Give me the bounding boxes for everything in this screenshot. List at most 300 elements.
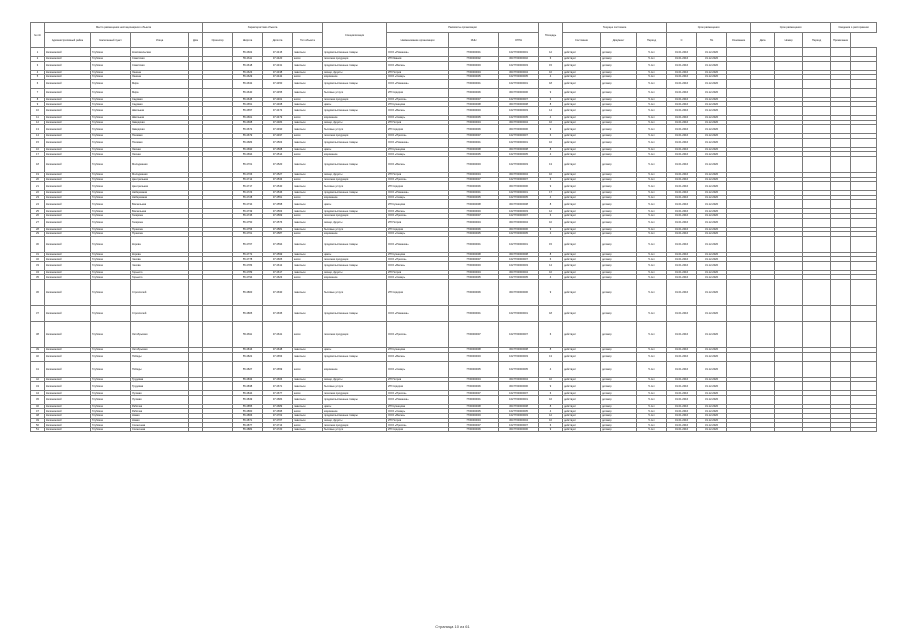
table-cell: 37.4695	[263, 409, 293, 414]
table-cell: договор	[601, 48, 637, 57]
table-cell: 5 лет	[637, 138, 667, 147]
table-cell: Строителей	[131, 306, 189, 322]
table-cell: 3047700000006	[499, 88, 539, 97]
table-cell: 51	[31, 427, 45, 432]
table-cell: 23	[31, 195, 45, 200]
table-cell: 7700000008	[449, 252, 499, 257]
table-cell: Калининский	[45, 352, 91, 361]
table-cell: договор	[601, 213, 637, 218]
header-cell: Ориентир	[203, 33, 233, 48]
table-cell: Гагарина	[131, 213, 189, 218]
table-cell	[775, 182, 803, 191]
table-cell: печатная продукция	[323, 134, 387, 139]
table-cell: 18	[539, 306, 563, 322]
table-cell: 31.12.2020	[697, 275, 727, 280]
table-cell: 31.12.2020	[697, 97, 727, 102]
table-cell: 31.12.2020	[697, 200, 727, 209]
table-cell: павильон	[293, 252, 323, 257]
table-cell: печатная продукция	[323, 97, 387, 102]
table-cell: 31.12.2020	[697, 134, 727, 139]
table-cell: договор	[601, 75, 637, 80]
table-cell: 1027700000001	[499, 79, 539, 88]
table-cell: 55.4756	[233, 227, 263, 232]
table-cell: 7700000007	[449, 257, 499, 262]
table-cell: павильон	[293, 88, 323, 97]
table-cell: договор	[601, 218, 637, 227]
table-cell: 4	[31, 70, 45, 75]
table-cell: Глубокое	[91, 275, 131, 280]
table-cell: Калининский	[45, 125, 91, 134]
header-cell: Улица	[131, 33, 189, 48]
table-cell: 5 лет	[637, 88, 667, 97]
header-cell: Тип объекта	[293, 33, 323, 48]
table-cell: 10	[539, 418, 563, 423]
table-cell: 01.01.2016	[667, 409, 697, 414]
table-cell: действует	[563, 200, 601, 209]
table-cell: 3047700000006	[499, 280, 539, 306]
table-cell: 37.4630	[263, 280, 293, 306]
table-cell: 7700000002	[449, 57, 499, 62]
table-cell: 10	[539, 70, 563, 75]
table-cell: 31.12.2020	[697, 182, 727, 191]
table-cell: 3047700000004	[499, 377, 539, 382]
table-cell: Калининский	[45, 134, 91, 139]
table-cell: 2	[31, 57, 45, 62]
table-cell: 31.12.2020	[697, 409, 727, 414]
table-cell: 4	[539, 361, 563, 377]
table-cell	[803, 79, 831, 88]
table-cell: бытовые услуги	[323, 280, 387, 306]
table-cell: Заводская	[131, 125, 189, 134]
table-cell: 37.4684	[263, 395, 293, 404]
header-cell: Характеристики объекта	[203, 23, 323, 33]
table-cell	[803, 138, 831, 147]
table-cell: 31.12.2020	[697, 423, 727, 428]
table-cell: 10	[539, 218, 563, 227]
table-cell: Глубокое	[91, 97, 131, 102]
table-cell: 31.12.2020	[697, 213, 727, 218]
table-cell: ИП Петров	[387, 418, 449, 423]
table-cell	[775, 138, 803, 147]
table-cell	[727, 88, 751, 97]
table-cell: Глубокое	[91, 195, 131, 200]
table-cell: Кирова	[131, 236, 189, 252]
table-cell: 55.4805	[233, 306, 263, 322]
table-cell	[189, 61, 203, 70]
table-cell: 31.12.2020	[697, 227, 727, 232]
table-cell: 5 лет	[637, 209, 667, 214]
table-cell: договор	[601, 252, 637, 257]
table-cell: 31.12.2020	[697, 382, 727, 391]
table-cell: 3047700000002	[499, 57, 539, 62]
table-cell: 5 лет	[637, 147, 667, 152]
table-cell: павильон	[293, 70, 323, 75]
table-cell: 01.01.2016	[667, 352, 697, 361]
table-cell	[775, 106, 803, 115]
table-cell: договор	[601, 361, 637, 377]
table-cell: Калининский	[45, 156, 91, 172]
table-cell: 43	[31, 382, 45, 391]
table-cell: 1027700000003	[499, 209, 539, 214]
table-cell	[831, 382, 851, 391]
table-cell: 01.01.2016	[667, 257, 697, 262]
table-cell: 5 лет	[637, 102, 667, 107]
table-cell: 5 лет	[637, 191, 667, 196]
table-cell: 31.12.2020	[697, 306, 727, 322]
table-cell: 7700000004	[449, 120, 499, 125]
table-cell: 3047700000008	[499, 200, 539, 209]
table-cell: 1027700000007	[499, 97, 539, 102]
table-cell: Набережная	[131, 195, 189, 200]
table-cell: договор	[601, 70, 637, 75]
table-cell	[727, 79, 751, 88]
table-cell: договор	[601, 227, 637, 232]
table-cell	[189, 156, 203, 172]
table-cell: 9	[539, 427, 563, 432]
table-cell: договор	[601, 275, 637, 280]
table-cell: Горького	[131, 275, 189, 280]
table-cell: павильон	[293, 236, 323, 252]
table-cell: ООО «Север»	[387, 409, 449, 414]
table-cell: 37.4527	[263, 172, 293, 177]
table-cell: 31.12.2020	[697, 125, 727, 134]
table-cell: павильон	[293, 418, 323, 423]
header-cell: ОГРН	[499, 33, 539, 48]
table-cell	[751, 106, 775, 115]
table-cell: ООО «Ромашка»	[387, 79, 449, 88]
table-cell: 9	[539, 182, 563, 191]
table-cell: ООО «Весна»	[387, 352, 449, 361]
table-cell	[803, 88, 831, 97]
table-cell: Калининский	[45, 232, 91, 237]
table-cell: 01.01.2016	[667, 57, 697, 62]
table-cell: 10	[539, 270, 563, 275]
table-cell	[751, 306, 775, 322]
table-cell: 31.12.2020	[697, 48, 727, 57]
table-cell: ООО «Весна»	[387, 61, 449, 70]
table-cell: павильон	[293, 280, 323, 306]
table-cell: 37.4497	[263, 134, 293, 139]
table-cell	[751, 61, 775, 70]
table-cell	[831, 200, 851, 209]
table-cell: Калининский	[45, 182, 91, 191]
table-cell: Горького	[131, 270, 189, 275]
table-cell	[775, 352, 803, 361]
table-cell: договор	[601, 377, 637, 382]
table-cell: 37.4508	[263, 147, 293, 152]
table-cell: Калининский	[45, 348, 91, 353]
table-cell: 37.4551	[263, 195, 293, 200]
table-cell: ООО «Пресса»	[387, 257, 449, 262]
table-cell: 7700000006	[449, 125, 499, 134]
table-cell: 55.4767	[233, 236, 263, 252]
table-cell: 5 лет	[637, 404, 667, 409]
table-cell: договор	[601, 57, 637, 62]
table-cell: договор	[601, 232, 637, 237]
table-cell	[803, 322, 831, 348]
table-cell	[203, 79, 233, 88]
table-cell: 37.4671	[263, 382, 293, 391]
table-cell: 47	[31, 409, 45, 414]
table-cell: Калининский	[45, 395, 91, 404]
table-cell: Глубокое	[91, 409, 131, 414]
table-cell: Глубокое	[91, 106, 131, 115]
table-cell: Ленина	[131, 75, 189, 80]
table-cell: Калининский	[45, 195, 91, 200]
table-cell: Полевая	[131, 138, 189, 147]
table-cell	[775, 200, 803, 209]
table-cell: 1027700000001	[499, 236, 539, 252]
table-cell: 01.01.2016	[667, 134, 697, 139]
header-cell: Номер	[775, 33, 803, 48]
table-cell: 31.12.2020	[697, 391, 727, 396]
table-cell	[751, 182, 775, 191]
table-cell: 37.4677	[263, 391, 293, 396]
table-cell: Глубокое	[91, 261, 131, 270]
table-cell: Калининский	[45, 280, 91, 306]
table-cell	[203, 280, 233, 306]
table-cell: Калининский	[45, 120, 91, 125]
table-row	[31, 280, 905, 306]
table-cell: Мира	[131, 88, 189, 97]
table-cell: Калининский	[45, 427, 91, 432]
table-cell: ИП Кузнецова	[387, 200, 449, 209]
table-cell	[203, 427, 233, 432]
table-cell: 6	[539, 97, 563, 102]
table-cell: павильон	[293, 200, 323, 209]
table-cell: ООО «Пресса»	[387, 322, 449, 348]
table-cell: 5 лет	[637, 182, 667, 191]
table-cell: 31	[31, 252, 45, 257]
table-cell	[189, 48, 203, 57]
table-cell: бытовые услуги	[323, 125, 387, 134]
table-cell: действует	[563, 382, 601, 391]
table-cell: 7700000005	[449, 75, 499, 80]
table-cell: ООО «Пресса»	[387, 177, 449, 182]
table-cell: 37.4472	[263, 106, 293, 115]
table-cell: 3047700000008	[499, 102, 539, 107]
table-cell	[189, 280, 203, 306]
table-cell: 5 лет	[637, 218, 667, 227]
table-cell	[727, 156, 751, 172]
table-cell: 13	[31, 125, 45, 134]
table-cell	[189, 218, 203, 227]
table-cell: 7700000001	[449, 138, 499, 147]
registry-sheet	[30, 22, 880, 610]
table-cell: Рабочая	[131, 409, 189, 414]
table-cell: Пушкина	[131, 227, 189, 232]
table-cell	[851, 218, 877, 227]
table-cell: 5 лет	[637, 348, 667, 353]
table-cell: продовольственные товары	[323, 61, 387, 70]
table-cell: договор	[601, 125, 637, 134]
table-cell: 8	[539, 404, 563, 409]
table-cell: 55.4745	[233, 213, 263, 218]
header-cell: Сведения о расторжении	[831, 23, 877, 33]
table-cell: 7700000006	[449, 280, 499, 306]
table-cell	[727, 125, 751, 134]
table-cell: ООО «Север»	[387, 152, 449, 157]
table-cell: договор	[601, 414, 637, 419]
table-cell: ИП Кузнецова	[387, 252, 449, 257]
table-cell: 5 лет	[637, 275, 667, 280]
table-cell: павильон	[293, 48, 323, 57]
table-cell	[803, 200, 831, 209]
table-cell: действует	[563, 156, 601, 172]
table-cell: 37	[31, 306, 45, 322]
table-cell	[803, 361, 831, 377]
table-cell: киоск	[293, 195, 323, 200]
header-cell: Срок размещения	[667, 23, 751, 33]
table-cell	[751, 156, 775, 172]
table-cell: ИП Петров	[387, 120, 449, 125]
table-cell: Калининский	[45, 252, 91, 257]
table-cell: 55.4800	[233, 280, 263, 306]
table-cell: 55.4651	[233, 102, 263, 107]
table-cell: 37.4455	[263, 88, 293, 97]
table-cell: 31.12.2020	[697, 106, 727, 115]
table-cell	[775, 361, 803, 377]
table-cell: 5 лет	[637, 152, 667, 157]
table-cell: 3047700000006	[499, 227, 539, 232]
table-cell: овощи, фрукты	[323, 70, 387, 75]
table-cell: 1027700000003	[499, 106, 539, 115]
table-cell: киоск	[293, 257, 323, 262]
table-cell	[751, 261, 775, 270]
table-cell: Кирова	[131, 252, 189, 257]
table-cell: действует	[563, 106, 601, 115]
table-cell: 5 лет	[637, 200, 667, 209]
table-cell: 1027700000001	[499, 138, 539, 147]
table-cell: Глубокое	[91, 120, 131, 125]
table-cell: 4	[539, 195, 563, 200]
table-cell	[727, 61, 751, 70]
table-cell: 1027700000005	[499, 232, 539, 237]
table-cell	[189, 200, 203, 209]
table-cell: ООО «Пресса»	[387, 134, 449, 139]
table-cell: Трудовая	[131, 377, 189, 382]
table-cell: Глубокое	[91, 395, 131, 404]
table-cell: 55.4728	[233, 195, 263, 200]
table-cell: 7700000007	[449, 134, 499, 139]
table-cell: 27	[31, 218, 45, 227]
table-cell: 5 лет	[637, 134, 667, 139]
header-cell: Административный район	[45, 33, 91, 48]
table-cell: 5	[31, 75, 45, 80]
table-cell: 31.12.2020	[697, 120, 727, 125]
table-cell	[803, 280, 831, 306]
table-cell	[203, 382, 233, 391]
table-cell: 7700000007	[449, 177, 499, 182]
table-cell: Глубокое	[91, 191, 131, 196]
table-cell: договор	[601, 79, 637, 88]
table-cell: 31.12.2020	[697, 88, 727, 97]
table-cell: договор	[601, 409, 637, 414]
table-cell	[727, 48, 751, 57]
table-cell: печатная продукция	[323, 177, 387, 182]
table-cell: 7700000003	[449, 61, 499, 70]
table-cell: 5 лет	[637, 257, 667, 262]
table-cell: Лесная	[131, 152, 189, 157]
table-cell: 7700000005	[449, 232, 499, 237]
table-cell: договор	[601, 152, 637, 157]
table-cell: 5 лет	[637, 97, 667, 102]
table-cell: действует	[563, 195, 601, 200]
table-cell: ИП Кузнецова	[387, 147, 449, 152]
table-cell: 33	[31, 261, 45, 270]
table-cell: Чехова	[131, 261, 189, 270]
table-row	[31, 427, 905, 432]
table-cell: 4	[539, 232, 563, 237]
table-cell: 15	[539, 61, 563, 70]
header-cell: Документ	[601, 33, 637, 48]
table-cell: 5 лет	[637, 395, 667, 404]
table-cell: Калининский	[45, 414, 91, 419]
table-cell: 5 лет	[637, 270, 667, 275]
table-cell: 9	[539, 280, 563, 306]
table-cell: действует	[563, 252, 601, 257]
table-cell: 31.12.2020	[697, 152, 727, 157]
table-cell: 55.4734	[233, 200, 263, 209]
table-cell: киоск	[293, 423, 323, 428]
table-cell: Школьная	[131, 106, 189, 115]
table-cell: 37.4635	[263, 306, 293, 322]
table-cell: овощи, фрукты	[323, 418, 387, 423]
table-cell: ООО «Весна»	[387, 156, 449, 172]
table-cell: Глубокое	[91, 257, 131, 262]
table-cell: 01.01.2016	[667, 88, 697, 97]
table-cell: договор	[601, 270, 637, 275]
table-cell: 55.4661	[233, 115, 263, 120]
table-row	[31, 88, 905, 97]
table-cell	[803, 182, 831, 191]
table-cell	[751, 427, 775, 432]
table-cell	[203, 322, 233, 348]
table-cell: действует	[563, 306, 601, 322]
table-cell: овощи, фрукты	[323, 377, 387, 382]
table-cell: 55.4717	[233, 182, 263, 191]
table-cell: 36	[31, 280, 45, 306]
table-cell: 31.12.2020	[697, 418, 727, 423]
table-cell	[775, 236, 803, 252]
table-cell: 5 лет	[637, 156, 667, 172]
table-cell	[727, 352, 751, 361]
table-cell: Глубокое	[91, 252, 131, 257]
table-cell: павильон	[293, 414, 323, 419]
table-cell: 7700000006	[449, 382, 499, 391]
table-cell: 5 лет	[637, 125, 667, 134]
table-cell: 01.01.2016	[667, 125, 697, 134]
table-cell: 5 лет	[637, 177, 667, 182]
table-cell: ИП Сидоров	[387, 227, 449, 232]
table-cell: павильон	[293, 270, 323, 275]
table-cell: Глубокое	[91, 70, 131, 75]
table-cell: 37.4546	[263, 191, 293, 196]
table-cell: 4	[539, 409, 563, 414]
table-cell: Глубокое	[91, 306, 131, 322]
table-cell: 01.01.2016	[667, 270, 697, 275]
table-cell: 7700000001	[449, 48, 499, 57]
table-cell	[189, 306, 203, 322]
table-cell: продовольственные товары	[323, 156, 387, 172]
table-cell: 01.01.2016	[667, 102, 697, 107]
table-cell: Калининский	[45, 257, 91, 262]
table-cell: 7700000004	[449, 218, 499, 227]
table-cell: Калининский	[45, 382, 91, 391]
table-cell: 28	[31, 227, 45, 232]
table-cell: договор	[601, 88, 637, 97]
table-cell: мороженое	[323, 75, 387, 80]
